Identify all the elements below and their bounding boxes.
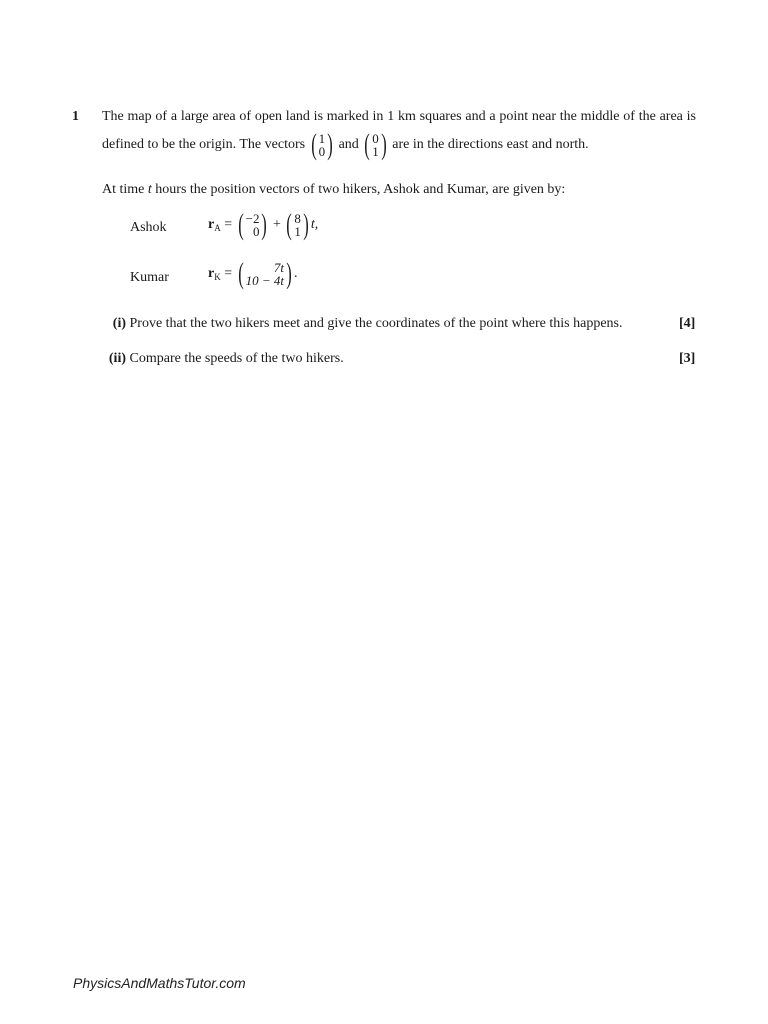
footer-website: PhysicsAndMathsTutor.com: [73, 975, 246, 991]
ashok-equation: $r_A$ = ( −2 0 ) + ( 8 1 ) t,: [208, 208, 319, 241]
part-i-text: Prove that the two hikers meet and give the coordinates of the point where this happens.: [129, 316, 623, 331]
question-intro-line-2: [102, 130, 589, 160]
part-ii: [100, 351, 344, 367]
ashok-label: Ashok: [130, 220, 167, 235]
kumar-label: Kumar: [130, 270, 169, 285]
vectors-text: defined to be the origin. The vectors: [102, 137, 306, 153]
part-i-label: (i): [112, 316, 126, 331]
north-vector: ( 0 1 ): [364, 128, 387, 161]
part-ii-text: Compare the speeds of the two hikers.: [129, 351, 344, 366]
part-i: [100, 316, 622, 332]
ashok-vector-velocity: ( 8 1 ): [286, 208, 309, 241]
question-number: 1: [72, 109, 79, 124]
part-ii-label: (ii): [108, 351, 126, 366]
east-vector: ( 1 0 ): [310, 128, 333, 161]
kumar-vector: ( 7t 10 − 4t ): [237, 257, 292, 290]
directions-text: are in the directions east and north.: [392, 137, 589, 153]
question-intro-line-3: At time t hours the position vectors of two hikers, Ashok and Kumar, are given by:: [102, 182, 566, 197]
part-ii-marks: [3]: [679, 351, 696, 366]
kumar-equation: $r_K$ = ( 7t 10 − 4t ) .: [208, 257, 298, 290]
ashok-vector-start: ( −2 0 ): [237, 208, 268, 241]
question-intro-line-1: The map of a large area of open land is marked in 1 km squares and a point near the middle of the area is: [102, 109, 696, 124]
and-text: and: [338, 137, 359, 153]
part-i-marks: [4]: [679, 316, 696, 331]
